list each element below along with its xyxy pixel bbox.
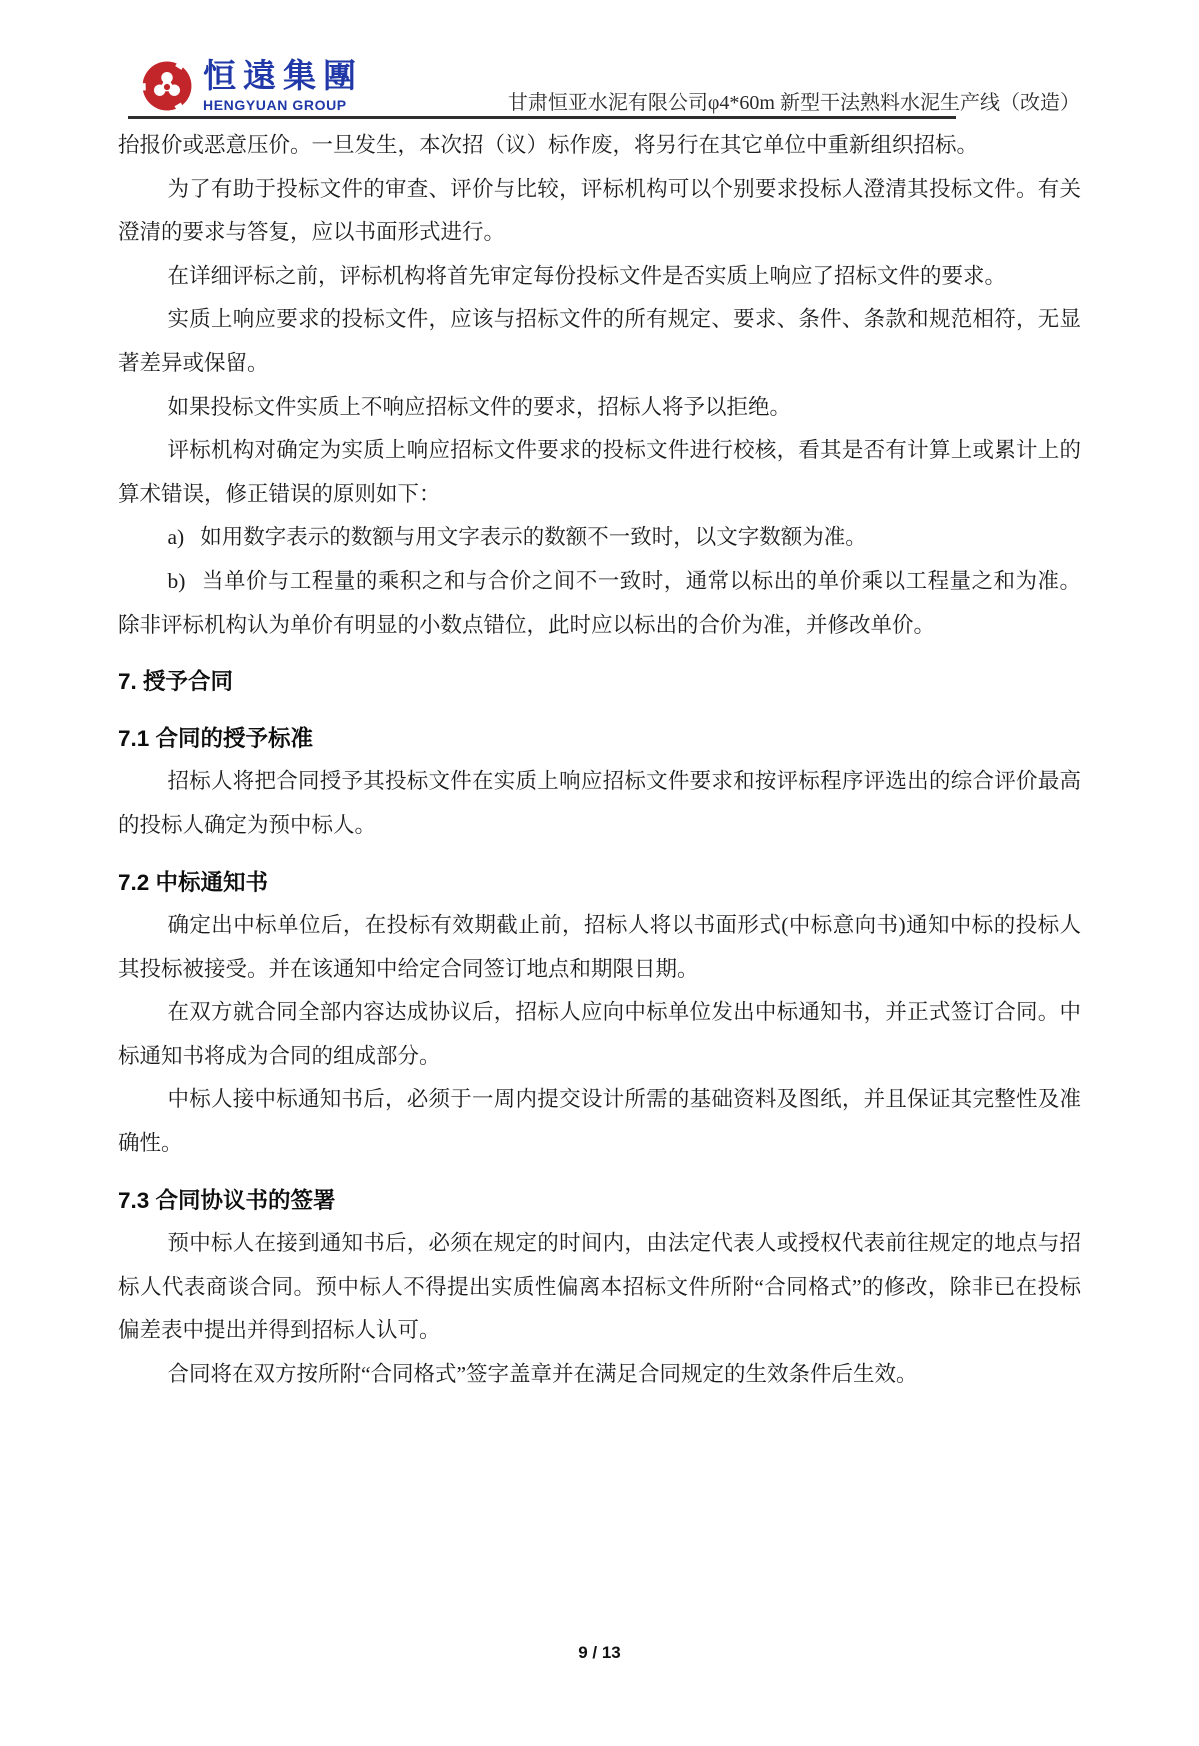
list-item-a-text: 如用数字表示的数额与用文字表示的数额不一致时，以文字数额为准。 xyxy=(200,525,867,550)
hengyuan-logo-icon xyxy=(138,60,196,112)
paragraph: 确定出中标单位后，在投标有效期截止前，招标人将以书面形式(中标意向书)通知中标的投标人其投标被接受。并在该通知中给定合同签订地点和期限日期。 xyxy=(118,913,1081,981)
paragraph: 为了有助于投标文件的审查、评价与比较，评标机构可以个别要求投标人澄清其投标文件。有关澄清的要求与答复，应以书面形式进行。 xyxy=(118,176,1081,245)
list-item-b xyxy=(118,560,1081,647)
paragraph: 合同将在双方按所附“合同格式”签字盖章并在满足合同规定的生效条件后生效。 xyxy=(167,1362,918,1387)
list-item-b-text: 当单价与工程量的乘积之和与合价之间不一致时，通常以标出的单价乘以工程量之和为准。除非评标机构认为单价有明显的小数点错位，此时应以标出的合价为准，并修改单价。 xyxy=(118,568,1081,637)
paragraph: 实质上响应要求的投标文件，应该与招标文件的所有规定、要求、条件、条款和规范相符，无显著差异或保留。 xyxy=(118,307,1081,375)
paragraph: 如果投标文件实质上不响应招标文件的要求，招标人将予以拒绝。 xyxy=(167,394,791,419)
paragraph: 预中标人在接到通知书后，必须在规定的时间内，由法定代表人或授权代表前往规定的地点与招标人代表商谈合同。预中标人不得提出实质性偏离本招标文件所附“合同格式”的修改，除非已在投标偏差表中提出并得到招标人认可。 xyxy=(118,1231,1081,1343)
list-item-a xyxy=(118,516,1081,560)
paragraph: 招标人将把合同授予其投标文件在实质上响应招标文件要求和按评标程序评选出的综合评价最高的投标人确定为预中标人。 xyxy=(118,769,1081,837)
logo-chinese-name: 恒遠集團 xyxy=(203,59,363,95)
paragraph: 在详细评标之前，评标机构将首先审定每份投标文件是否实质上响应了招标文件的要求。 xyxy=(167,263,1006,288)
logo-text-block xyxy=(203,60,363,113)
header-project-title: 甘肃恒亚水泥有限公司φ4*60m 新型干法熟料水泥生产线（改造） xyxy=(507,92,1080,114)
section-heading-7-1: 7.1 合同的授予标准 xyxy=(118,725,314,751)
section-heading-7: 7. 授予合同 xyxy=(118,669,234,695)
page-number: 9 / 13 xyxy=(578,1643,621,1662)
section-heading-7-2: 7.2 中标通知书 xyxy=(118,869,269,895)
paragraph: 评标机构对确定为实质上响应招标文件要求的投标文件进行校核，看其是否有计算上或累计上的算术错误，修正错误的原则如下： xyxy=(118,438,1081,506)
paragraph: 中标人接中标通知书后，必须于一周内提交设计所需的基础资料及图纸，并且保证其完整性及准确性。 xyxy=(118,1087,1081,1156)
paragraph: 在双方就合同全部内容达成协议后，招标人应向中标单位发出中标通知书，并正式签订合同。中标通知书将成为合同的组成部分。 xyxy=(118,1000,1081,1068)
list-item-a-label: a) xyxy=(167,525,185,550)
section-heading-7-3: 7.3 合同协议书的签署 xyxy=(118,1187,336,1213)
logo-english-name: HENGYUAN GROUP xyxy=(203,96,347,113)
header-divider xyxy=(128,116,956,119)
paragraph-continuation: 抬报价或恶意压价。一旦发生，本次招（议）标作废，将另行在其它单位中重新组织招标。 xyxy=(118,133,979,157)
document-body xyxy=(118,124,1081,1397)
company-logo xyxy=(138,60,363,113)
list-item-b-label: b) xyxy=(167,568,186,593)
